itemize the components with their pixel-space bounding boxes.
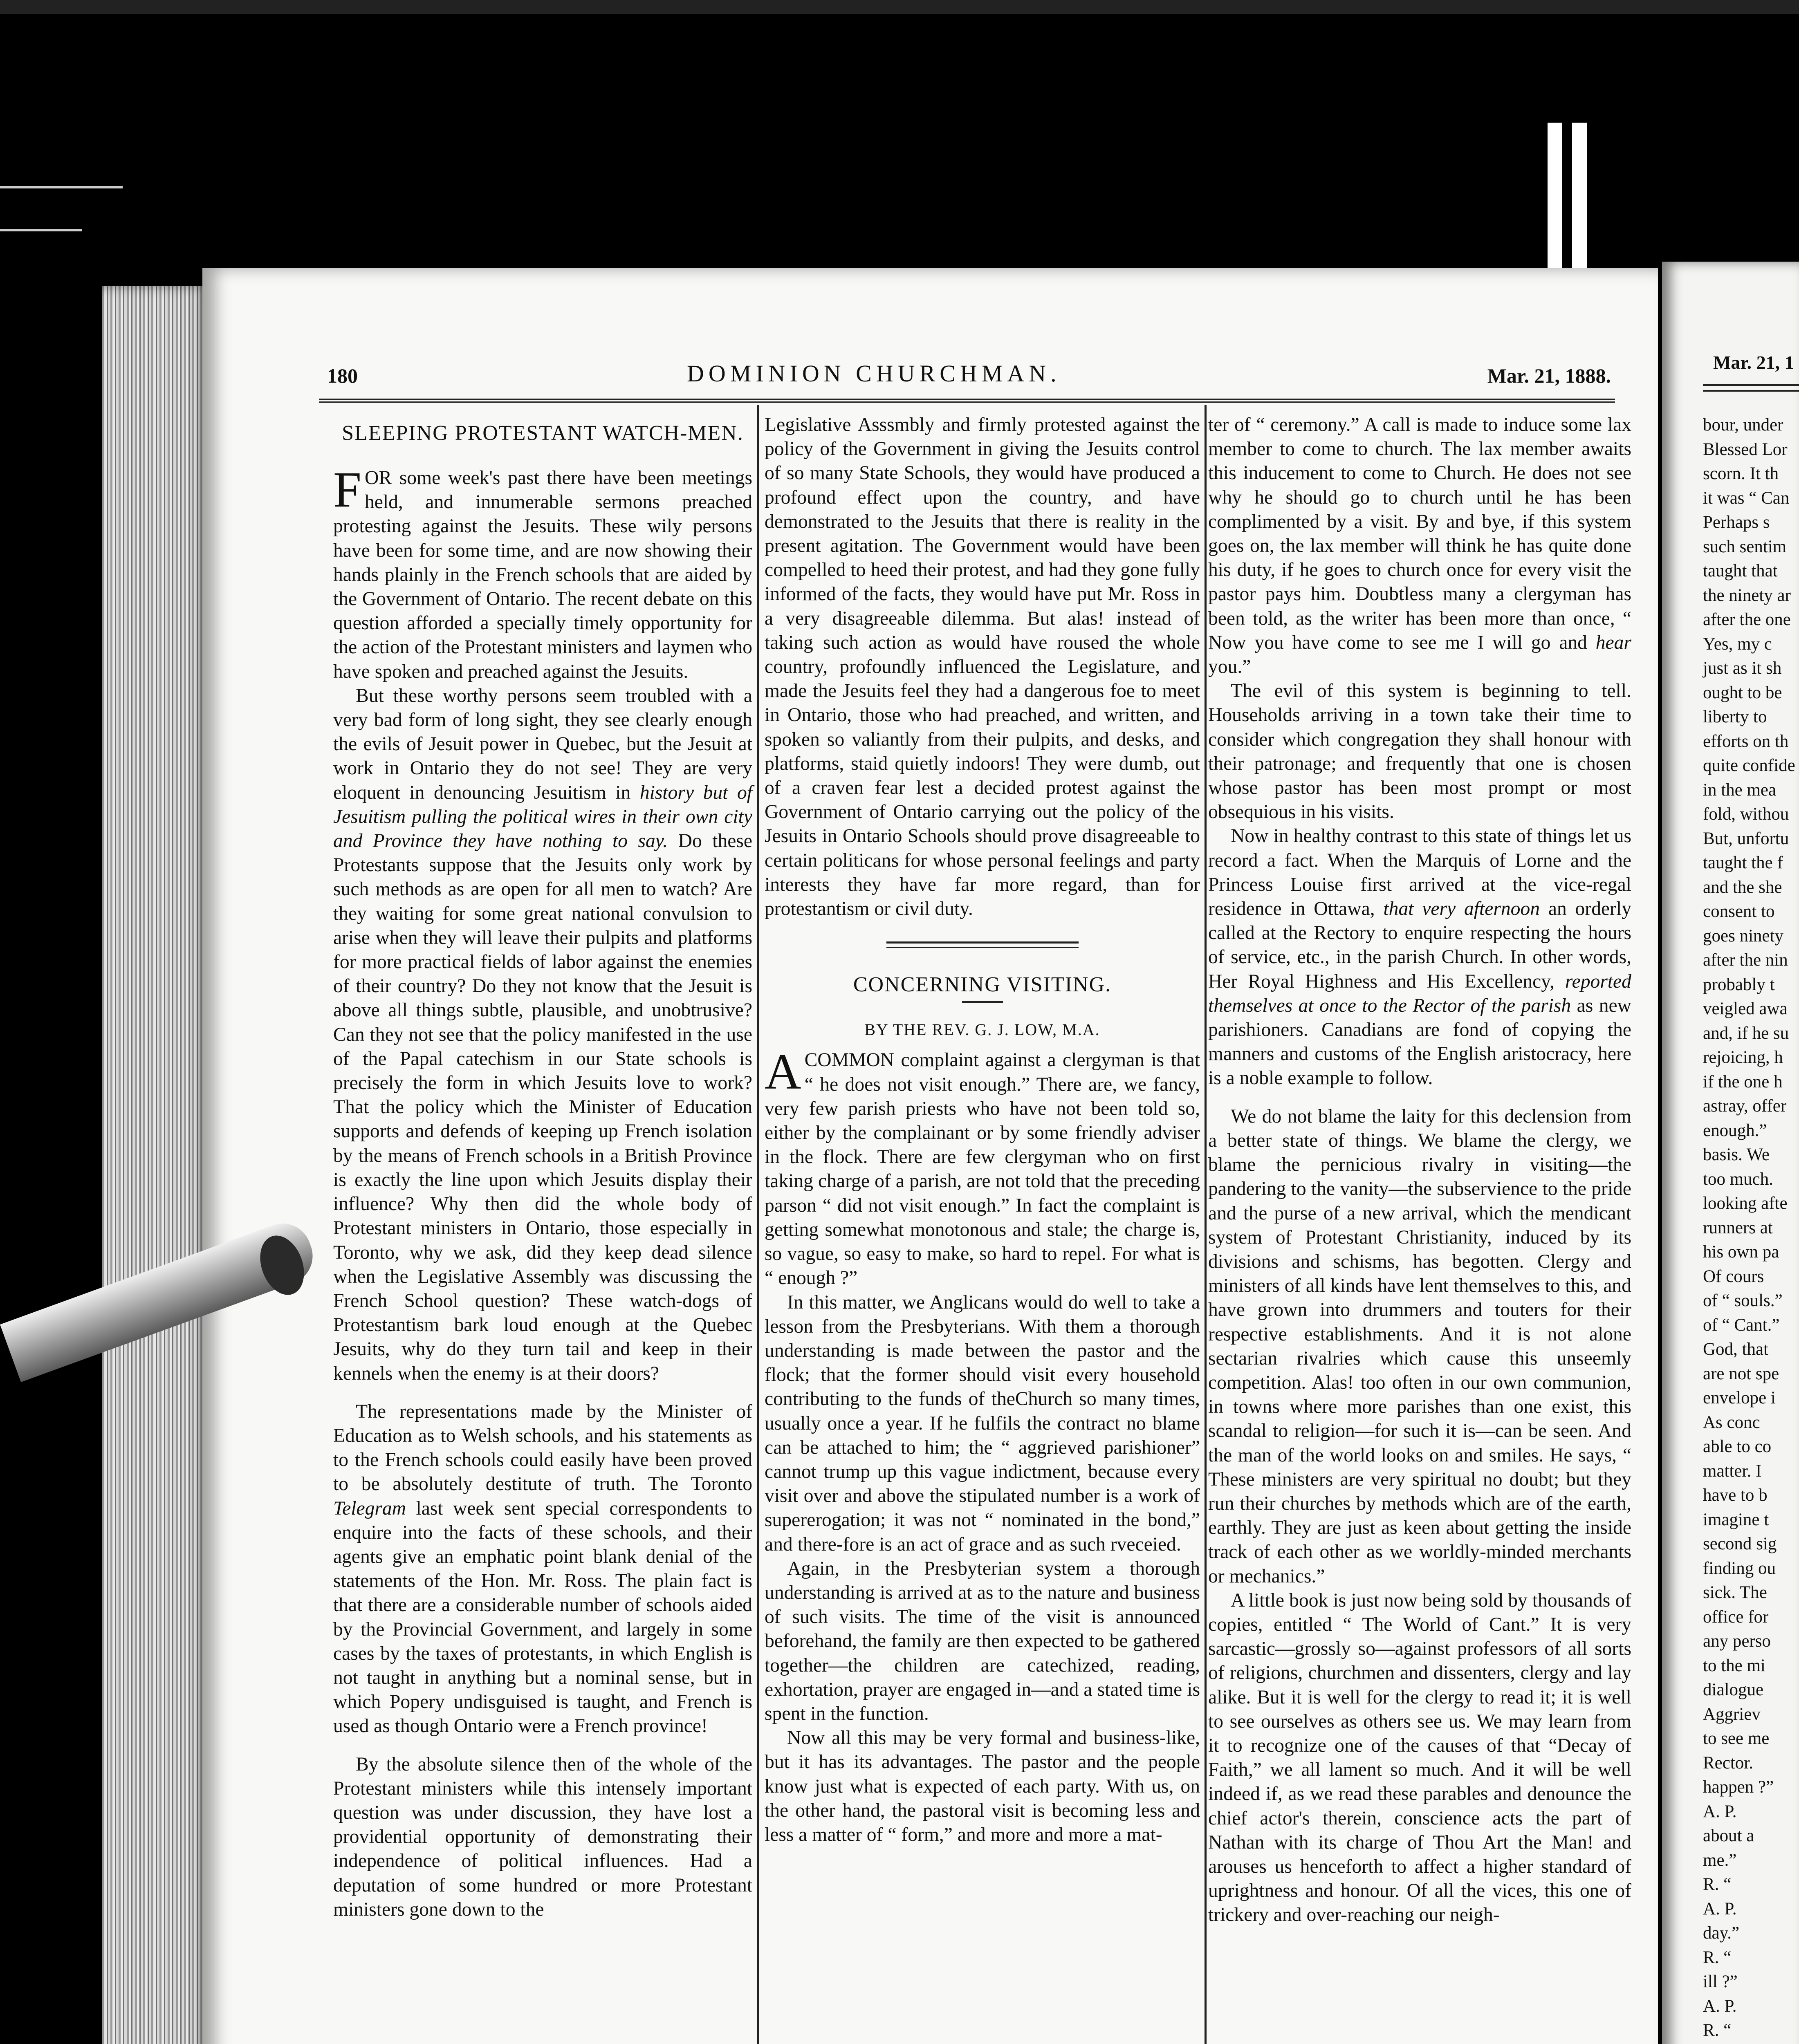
facing-page-line: too much.	[1703, 1169, 1773, 1189]
facing-page	[1662, 262, 1799, 2044]
facing-page-line: probably t	[1703, 975, 1775, 994]
facing-page-line: As conc	[1703, 1412, 1760, 1432]
column-1	[333, 413, 752, 1922]
facing-page-line: A. P.	[1703, 1802, 1737, 1821]
facing-page-header: Mar. 21, 1	[1713, 352, 1794, 373]
facing-page-line: enough.”	[1703, 1121, 1767, 1140]
paragraph: ACOMMON complaint against a clergyman is that “ he does not visit enough.” There are, we fancy, very few parish priests who have not been told so, either by the complainant or by some friendly adviser in the flock. There are few clergyman who on first taking charge of a parish, are not told that the preceding parson “ did not visit enough.” In fact the complaint is getting somewhat monotonous and stale; the charge is, so vague, so easy to make, so hard to repel. For what is “ enough ?”	[765, 1044, 1200, 1289]
facing-page-line: of “ Cant.”	[1703, 1315, 1780, 1335]
facing-page-line: in the mea	[1703, 780, 1777, 800]
paragraph: Now in healthy contrast to this state of things let us record a fact. When the Marquis of Lorne and the Princess Louise first arrived at the vice-regal residence in Ottawa, that very afternoon an orderly called at the Rectory to enquire respecting the hours of service, etc., in the parish Church. In other words, Her Royal Highness and His Excellency, reported themselves at once to the Rector of the parish as new parishioners. Canadians are fond of copying the manners and customs of the English aristocracy, here is a noble example to follow.	[1208, 825, 1631, 1089]
paragraph: Now all this may be very formal and business-like, but it has its advantages. The pastor and the people know just what is expected of each party. With us, on the other hand, the pastoral visit is becoming less and less a matter of “ form,” and more and more a mat-	[765, 1727, 1200, 1845]
paragraph: Again, in the Presbyterian system a thorough understanding is arrived at as to the nature and business of such visits. The time of the visit is announced beforehand, the family are then expected to be gathered together—the children are catechized, reading, exhortation, prayer are engaged in—and a stated time is spent in the function.	[765, 1558, 1200, 1724]
facing-page-line: astray, offer	[1703, 1096, 1787, 1116]
facing-page-line: consent to	[1703, 902, 1775, 921]
facing-page-line: are not spe	[1703, 1364, 1779, 1383]
paragraph: A little book is just now being sold by thousands of copies, entitled “ The World of Cant.” It is very sarcastic—grossly so—against professors of all sorts of religions, churchmen and dissenters, clergy and lay alike. But it is well for the clergy to read it; it is well to see ourselves as others see us. We may learn from it to recognize one of the causes of that “Decay of Faith,” we all lament so much. And it will be well indeed if, as we read these parables and denounce the chief actor's therein, conscience acts the part of Nathan with its charge of Thou Art the Man! and arouses us henceforth to affect a higher standard of uprightness and honour. Of all the vices, this one of trickery and over-reaching our neigh-	[1208, 1589, 1631, 1926]
facing-page-line: day.”	[1703, 1923, 1740, 1943]
column-rule	[757, 405, 759, 2044]
facing-page-line: ill ?”	[1703, 1972, 1738, 1991]
article-title: CONCERNING VISITING.	[853, 973, 1112, 997]
issue-date: Mar. 21, 1888.	[1487, 364, 1611, 387]
facing-page-rule	[1703, 390, 1799, 392]
paragraph: FOR some week's past there have been meetings held, and innumerable sermons preached protesting against the Jesuits. These wily persons have been for some time, and are now showing their hands plainly in the French schools that are aided by the Government of Ontario. The recent debate on this question afforded a specially timely opportunity for the action of the Protestant ministers and laymen who have spoken and preached against the Jesuits.	[333, 462, 752, 682]
facing-page-line: of “ souls.”	[1703, 1291, 1783, 1310]
facing-page-line: runners at	[1703, 1218, 1773, 1237]
paragraph: In this matter, we Anglicans would do well to take a lesson from the Presbyterians. With them a thorough understanding is made between the pastor and the flock; that the former should visit every household contributing to the funds of theChurch so many times, usually once a year. If he fulfils the contract no blame can be attached to him; the “ aggrieved parishioner” cannot trump up this vague indictment, because every visit over and above the stipulated number is a work of supererogation; it was not “ nominated in the bond,” and there-fore is an act of grace and as such rveceied.	[765, 1291, 1200, 1555]
facing-page-line: second sig	[1703, 1534, 1777, 1553]
paragraph: But these worthy persons seem troubled with a very bad form of long sight, they see clearly enough the evils of Jesuit power in Quebec, but the Jesuit at work in Ontario they do not see! They are very eloquent in denouncing Jesuitism in history but of Jesuitism pulling the political wires in their own city and Province they have nothing to say. Do these Protestants suppose that the Jesuits only work by such methods as are open for all men to watch? Are they waiting for some great national convulsion to arise when they will leave their pulpits and platforms for more practical fields of labor against the enemies of their country? Do they not know that the Jesuit is above all things subtle, plausible, and unobtrusive? Can they not see that the policy manifested in the use of the Papal catechism in our State schools is precisely the form in which Jesuits love to work? That the policy which the Minister of Education supports and defends of keeping up French isolation by the means of French schools in a British Province is exactly the line upon which Jesuits display their influence? Why then did the whole body of Protestant ministers in Ontario, those especially in Toronto, why we ask, did they keep dead silence when the Legislative Assembly was discussing the French School question? These watch-dogs of Protestantism bark loud enough at the Quebec Jesuits, why do they turn tail and keep in their kennels when the enemy is at their doors?	[333, 685, 753, 1384]
facing-page-line: about a	[1703, 1826, 1754, 1845]
facing-page-line: any perso	[1703, 1632, 1771, 1651]
short-rule	[962, 1001, 1003, 1003]
section-divider	[886, 941, 1079, 948]
facing-page-line: after the nin	[1703, 950, 1788, 970]
facing-page-rule	[1703, 384, 1799, 386]
facing-page-line: A. P.	[1703, 1899, 1737, 1918]
drop-cap: A	[765, 1044, 801, 1100]
facing-page-line: have to b	[1703, 1486, 1768, 1505]
facing-page-line: R. “	[1703, 2021, 1732, 2040]
column-2	[765, 413, 1200, 1847]
facing-page-line: ought to be	[1703, 683, 1782, 702]
paragraph: Legislative Asssmbly and firmly protested against the policy of the Government in giving the Jesuits control of so many State Schools, they would have produced a profound effect upon the country, and have demonstrated to the Jesuits that there is reality in the present agitation. The Government would have been compelled to heed their protest, and had they gone fully informed of the facts, they would have put Mr. Ross in a very disagreeable dilemma. But alas! instead of taking such action as would have roused the whole country, profoundly influenced the Legislature, and made the Jesuits feel they had a dangerous foe to meet in Ontario, those who had preached, and written, and spoken so valiantly from their pulpits, and desks, and platforms, staid quietly indoors! They were dumb, out of a craven fear lest a decided protest against the Government of Ontario carrying out the policy of the Jesuits in Ontario Schools should prove disagreeable to certain politicans for whose personal feelings and party interests they have far more regard, than for protestantism or civil duty.	[765, 414, 1200, 920]
facing-page-line	[1703, 2043, 1799, 2044]
facing-page-line: sick. The	[1703, 1583, 1767, 1602]
facing-page-line: taught the f	[1703, 853, 1783, 872]
facing-page-line: But, unfortu	[1703, 829, 1789, 848]
facing-page-line: happen ?”	[1703, 1777, 1774, 1797]
facing-page-line: taught that	[1703, 561, 1778, 580]
facing-page-line: bour, under	[1703, 415, 1783, 435]
column-3	[1208, 413, 1631, 1927]
facing-page-line: it was “ Can	[1703, 488, 1790, 508]
byline: BY THE REV. G. J. LOW, M.A.	[864, 1020, 1100, 1039]
facing-page-line: Rector.	[1703, 1753, 1753, 1773]
paragraph: ter of “ ceremony.” A call is made to induce some lax member to come to church. The lax member awaits this inducement to come to Church. He does not see why he should go to church until he has been complimented by a visit. By and bye, if this system goes on, the lax member will think he has quite done his duty, if he goes to church once for every visit the pastor pays him. Doubtless many a clergyman has been told, as the writer has been more than once, “ Now you have come to see me I will go and hear you.”	[1208, 414, 1631, 678]
facing-page-line: goes ninety	[1703, 926, 1784, 946]
facing-page-line: Yes, my c	[1703, 634, 1772, 654]
facing-page-line: matter. I	[1703, 1461, 1762, 1481]
facing-page-line: office for	[1703, 1607, 1769, 1627]
facing-page-line: quite confide	[1703, 756, 1795, 775]
facing-page-line: to see me	[1703, 1729, 1770, 1748]
paragraph: The evil of this system is beginning to tell. Households arriving in a town take their time to consider which congregation they shall honour with their patronage; and frequently that one is chosen whose pastor has been most prompt or most obsequious in his visits.	[1208, 680, 1631, 823]
facing-page-line: the ninety ar	[1703, 585, 1791, 605]
facing-page-line: to the mi	[1703, 1656, 1765, 1675]
paragraph: By the absolute silence then of the whole of the Protestant ministers while this intensely important question was under discussion, they have lost a providential opportunity of demonstrating their independence of political influences. Had a deputation of some hundred or more Protestant ministers gone down to the	[333, 1753, 752, 1920]
facing-page-line: finding ou	[1703, 1558, 1776, 1578]
facing-page-text	[1703, 413, 1799, 2044]
facing-page-line: efforts on th	[1703, 731, 1789, 751]
scanner-marker	[1548, 123, 1562, 274]
journal-title: DOMINION CHURCHMAN.	[687, 360, 1061, 387]
facing-page-line: after the one	[1703, 610, 1791, 629]
paragraph: We do not blame the laity for this declension from a better state of things. We blame the clergy, we blame the pernicious rivalry in visiting—the pandering to the vanity—the subservience to the pride and the purse of a new arrival, which the mendicant system of Protestant Christianity, induced by its divisions and schisms, has begotten. Clergy and ministers of all kinds have lent themselves to this, and have grown into drummers and touters for their respective establishments. And it is not alone sectarian rivalries which cause this unseemly competition. Alas! too often in our own communion, in towns where more parishes than one exist, this scandal to religion—for such it is—can be seen. And the man of the world looks on and smiles. He says, “ These ministers are very spiritual no doubt; but they run their churches by methods which are of the earth, earthly. They are just as keen about getting the inside track of each other as we worldly-minded merchants or mechanics.”	[1208, 1105, 1631, 1587]
article-title: SLEEPING PROTESTANT WATCH-MEN.	[342, 421, 744, 445]
facing-page-line: imagine t	[1703, 1510, 1769, 1529]
running-head	[327, 360, 1611, 392]
margin-mark	[0, 229, 82, 231]
facing-page-line: Aggriev	[1703, 1704, 1761, 1724]
facing-page-line: and the she	[1703, 877, 1782, 897]
drop-cap: F	[333, 462, 361, 518]
facing-page-line: fold, withou	[1703, 805, 1789, 824]
facing-page-line: able to co	[1703, 1437, 1772, 1456]
facing-page-line: Perhaps s	[1703, 513, 1770, 532]
scan-top-band	[0, 0, 1799, 14]
facing-page-line: A. P.	[1703, 1996, 1737, 2016]
margin-mark	[0, 186, 123, 188]
facing-page-line: R. “	[1703, 1875, 1732, 1894]
facing-page-line: veigled awa	[1703, 999, 1788, 1018]
facing-page-line: Blessed Lor	[1703, 439, 1788, 459]
facing-page-line: Of cours	[1703, 1266, 1764, 1286]
column-rule	[1205, 405, 1207, 2044]
facing-page-line: if the one h	[1703, 1072, 1783, 1091]
facing-page-line: and, if he su	[1703, 1023, 1789, 1043]
facing-page-line: rejoicing, h	[1703, 1048, 1783, 1067]
facing-page-line: dialogue	[1703, 1680, 1764, 1699]
paragraph: The representations made by the Minister of Education as to Welsh schools, and his statements as to the French schools could easily have been proved to be absolutely destitute of truth. The Toronto Telegram last week sent special correspondents to enquire into the facts of these schools, and their agents give an emphatic point blank denial of the statements of the Hon. Mr. Ross. The plain fact is that there are a considerable number of schools aided by the Provincial Government, and largely in some cases by the taxes of protestants, in which English is not taught in anything but a nominal sense, but in which Popery undisguised is taught, and French is used as though Ontario were a French province!	[333, 1401, 752, 1737]
facing-page-line: R. “	[1703, 1948, 1732, 1967]
facing-page-line: envelope i	[1703, 1388, 1776, 1407]
facing-page-line: such sentim	[1703, 537, 1787, 556]
facing-page-line: just as it sh	[1703, 659, 1782, 678]
facing-page-line: scorn. It th	[1703, 464, 1779, 483]
scanner-marker	[1572, 123, 1587, 274]
facing-page-line: looking afte	[1703, 1194, 1788, 1213]
facing-page-line: God, that	[1703, 1340, 1769, 1359]
facing-page-line: basis. We	[1703, 1145, 1770, 1164]
facing-page-line: me.”	[1703, 1850, 1737, 1870]
page-number: 180	[327, 364, 358, 387]
facing-page-line: liberty to	[1703, 707, 1767, 726]
book-page-edges	[102, 286, 209, 2044]
header-rule	[319, 399, 1615, 403]
facing-page-line: his own pa	[1703, 1242, 1779, 1262]
